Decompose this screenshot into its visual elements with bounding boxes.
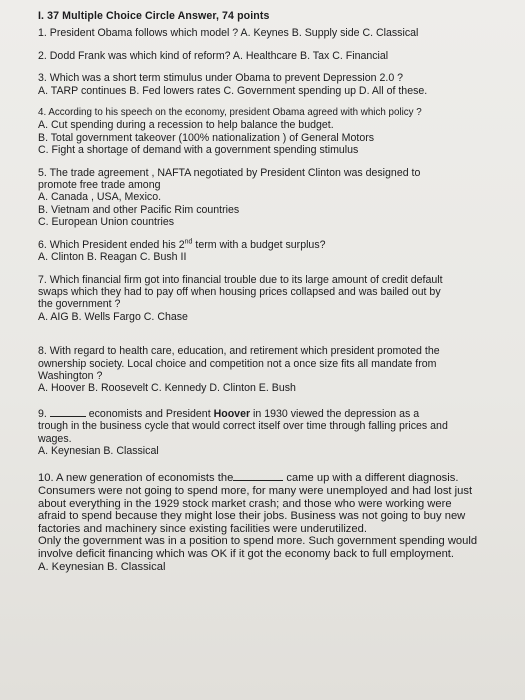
question-1-text: 1. President Obama follows which model ? A. Keynes B. Supply side C. Classical bbox=[38, 27, 419, 40]
question-9-stem-end: in 1930 viewed the depression as a bbox=[250, 407, 420, 420]
question-5-stem-line-1: 5. The trade agreement , NAFTA negotiated by President Clinton was designed to bbox=[38, 166, 421, 179]
question-9-stem-middle: economists and President bbox=[85, 407, 214, 420]
question-9-number: 9. bbox=[38, 407, 47, 420]
question-10-line-3: about everything in the 1929 stock market crash; and those who were working were bbox=[38, 497, 452, 510]
question-10-stem-line-1 bbox=[38, 471, 508, 485]
question-3-choices: A. TARP continues B. Fed lowers rates C. Government spending up D. All of these. bbox=[38, 84, 428, 97]
question-8-stem-line-2: ownership society. Local choice and competition not a once size fits all mandate from bbox=[38, 357, 437, 370]
question-6-stem bbox=[38, 239, 508, 251]
question-10-line-7: involve deficit financing which was OK if it got the economy back to full employment. bbox=[38, 547, 455, 560]
question-9-stem-line-1 bbox=[38, 407, 508, 420]
question-6-superscript: nd bbox=[184, 238, 193, 246]
question-8-choices: A. Hoover B. Roosevelt C. Kennedy D. Clinton E. Bush bbox=[38, 382, 296, 395]
question-7-stem-line-1: 7. Which financial firm got into financial trouble due to its large amount of credit default bbox=[38, 273, 443, 286]
question-10-line-6: Only the government was in a position to spend more. Such government spending would bbox=[38, 535, 478, 548]
question-10-line-4: afraid to spend because they might lose their jobs. Business was not going to buy new bbox=[38, 510, 466, 523]
question-4-choice-c: C. Fight a shortage of demand with a government spending stimulus bbox=[38, 144, 359, 157]
question-2-text: 2. Dodd Frank was which kind of reform? A. Healthcare B. Tax C. Financial bbox=[38, 49, 389, 62]
question-4-choice-b: B. Total government takeover (100% nationalization ) of General Motors bbox=[38, 131, 375, 144]
question-6-stem-start: 6. Which President ended his 2 bbox=[38, 238, 185, 251]
answer-blank bbox=[50, 407, 86, 417]
question-8-stem-line-3: Washington ? bbox=[38, 369, 103, 382]
question-7-stem-line-3: the government ? bbox=[38, 298, 121, 311]
quiz-document bbox=[38, 10, 508, 583]
question-3 bbox=[38, 72, 508, 97]
question-3-stem: 3. Which was a short term stimulus under Obama to prevent Depression 2.0 ? bbox=[38, 72, 404, 85]
question-9-choices: A. Keynesian B. Classical bbox=[38, 444, 159, 457]
question-10-stem-end: came up with a different diagnosis. bbox=[283, 472, 459, 485]
question-4 bbox=[38, 107, 508, 157]
question-9 bbox=[38, 407, 508, 458]
question-5-choice-b: B. Vietnam and other Pacific Rim countries bbox=[38, 203, 240, 216]
question-9-bold-name: Hoover bbox=[213, 407, 251, 420]
question-4-stem: 4. According to his speech on the economy, president Obama agreed with which policy ? bbox=[38, 107, 422, 119]
question-8 bbox=[38, 345, 508, 395]
question-7-stem-line-2: swaps which they had to pay off when housing prices collapsed and was bailed out by bbox=[38, 285, 441, 298]
question-8-stem-line-1: 8. With regard to health care, education, and retirement which president promoted the bbox=[38, 345, 440, 358]
question-10-choices: A. Keynesian B. Classical bbox=[38, 560, 166, 573]
answer-blank bbox=[233, 471, 283, 481]
question-6-choices: A. Clinton B. Reagan C. Bush II bbox=[38, 251, 187, 264]
question-7 bbox=[38, 274, 508, 324]
section-title: I. 37 Multiple Choice Circle Answer, 74 points bbox=[38, 10, 270, 22]
question-9-stem-line-2: trough in the business cycle that would correct itself over time through falling prices and bbox=[38, 420, 448, 433]
question-6 bbox=[38, 239, 508, 264]
question-7-choices: A. AIG B. Wells Fargo C. Chase bbox=[38, 310, 188, 323]
question-10-stem-start: 10. A new generation of economists the bbox=[38, 472, 234, 485]
question-5 bbox=[38, 167, 508, 229]
question-5-stem-line-2: promote free trade among bbox=[38, 179, 161, 192]
question-6-stem-end: term with a budget surplus? bbox=[192, 238, 326, 251]
question-9-stem-line-3: wages. bbox=[38, 432, 72, 445]
question-5-choice-c: C. European Union countries bbox=[38, 216, 175, 229]
question-4-choice-a: A. Cut spending during a recession to help balance the budget. bbox=[38, 119, 334, 132]
question-10-line-5: factories and machinery since existing facilities were underutilized. bbox=[38, 522, 367, 535]
question-10 bbox=[38, 471, 508, 573]
question-10-line-2: Consumers were not going to spend more, for many were unemployed and had lost just bbox=[38, 484, 473, 497]
question-2 bbox=[38, 50, 508, 62]
question-1 bbox=[38, 27, 508, 39]
question-5-choice-a: A. Canada , USA, Mexico. bbox=[38, 191, 162, 204]
